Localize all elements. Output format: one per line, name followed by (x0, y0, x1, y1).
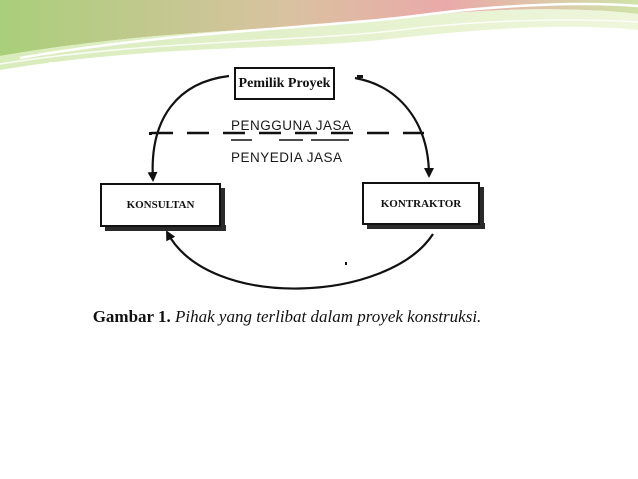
service-provider-label: PENYEDIA JASA (231, 150, 343, 165)
caption-text: Pihak yang terlibat dalam proyek konstruksi. (175, 307, 482, 326)
contractor-label: KONTRAKTOR (380, 197, 462, 210)
mark-dot-left (149, 132, 152, 135)
diagram-panel (49, 62, 525, 349)
mark-dot-bottom (345, 262, 347, 265)
owner-box (234, 67, 335, 100)
arrow-owner-to-consultant (153, 76, 229, 180)
figure-caption (49, 307, 525, 327)
service-user-label: PENGGUNA JASA (231, 118, 352, 133)
mark-dot-top (357, 75, 363, 78)
caption-number: Gambar 1. (92, 307, 171, 326)
consultant-label: KONSULTAN (126, 199, 195, 211)
contractor-box (362, 182, 480, 225)
consultant-box (100, 183, 221, 227)
arrow-owner-to-contractor (355, 78, 429, 176)
owner-label: Pemilik Proyek (238, 75, 331, 91)
arrow-contractor-to-consultant (167, 232, 433, 289)
